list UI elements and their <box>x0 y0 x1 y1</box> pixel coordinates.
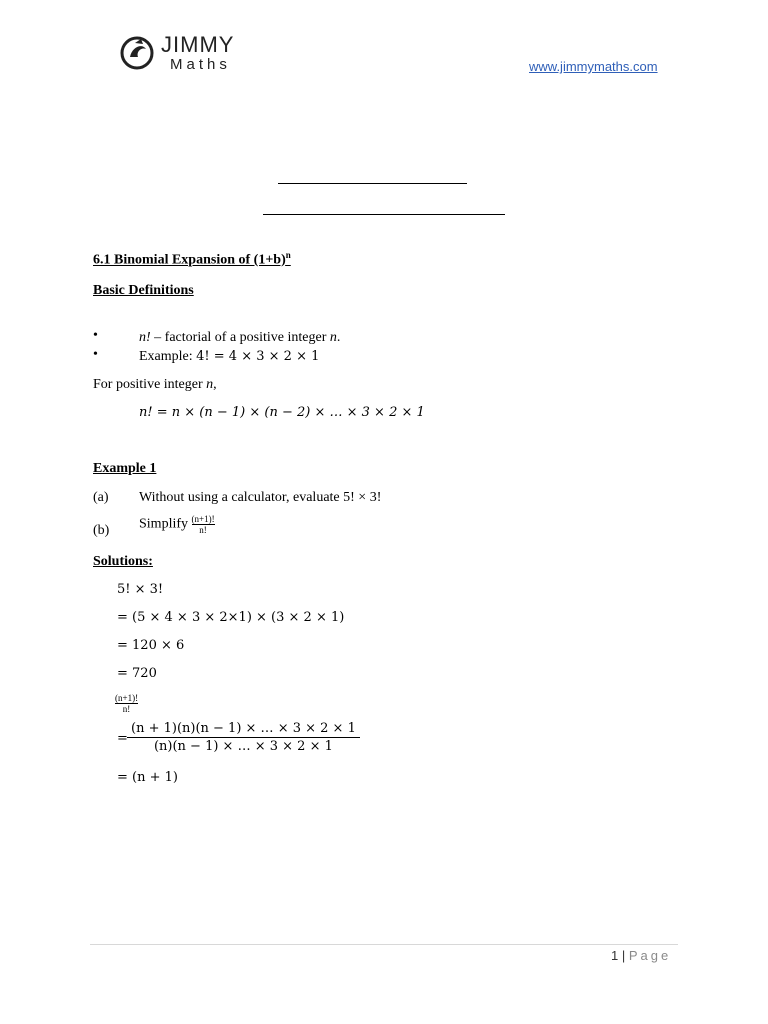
solution-a-line-2: = (5 × 4 × 3 × 2×1) × (3 × 2 × 1) <box>117 610 345 625</box>
logo-swirl-icon <box>118 33 156 73</box>
bullet-item-factorial: n! – factorial of a positive integer n. <box>139 330 341 345</box>
title-blank-line-2 <box>263 214 505 215</box>
page-footer <box>611 948 671 963</box>
part-a-text: Without using a calculator, evaluate 5! × 3! <box>139 490 382 505</box>
solution-b-result: = (n + 1) <box>117 770 178 785</box>
solution-a-line-1: 5! × 3! <box>117 582 164 597</box>
part-b-text: Simplify $\frac{(n+1)!}{n!}$ <box>139 514 215 535</box>
bullet-dot-2: • <box>93 347 98 362</box>
section-title: 6.1 Binomial Expansion of $(1+b)^n$ <box>93 250 291 268</box>
solution-a-line-3: = 120 × 6 <box>117 638 185 653</box>
page-word: Page <box>628 948 672 963</box>
bullet-item-example: Example: 4! = 4 × 3 × 2 × 1 <box>139 349 320 364</box>
solution-a-line-4: = 720 <box>117 666 157 681</box>
footer-separator: | <box>618 948 629 963</box>
definition-intro: For positive integer n, <box>93 377 217 392</box>
example-heading: Example 1 <box>93 461 157 476</box>
bullet-dot-1: • <box>93 328 98 343</box>
part-a-label: (a) <box>93 490 109 505</box>
solution-b-fraction: $\frac{(n + 1)(n)(n - 1) \times \dots \times 3 \times 2 \times 1}{(n)(n - 1) \times \dots \times 3 \times 2 \times 1}$ <box>127 720 360 755</box>
logo-title: JIMMY <box>161 32 235 57</box>
section-subtitle: Basic Definitions <box>93 283 194 298</box>
logo <box>118 33 253 75</box>
title-blank-line-1 <box>278 183 467 184</box>
page-number: 1 <box>611 948 619 963</box>
part-b-fraction: $\frac{(n+1)!}{n!}$ <box>191 514 215 535</box>
footer-divider <box>90 944 678 945</box>
solution-b-small-fraction: $\frac{(n+1)!}{n!}$ <box>115 693 139 714</box>
part-b-label: (b) <box>93 523 110 538</box>
website-link[interactable]: www.jimmymaths.com <box>529 59 658 74</box>
solutions-heading: Solutions: <box>93 554 153 569</box>
factorial-formula: n! = n × (n − 1) × (n − 2) × … × 3 × 2 × 1 <box>139 405 425 420</box>
solution-b-equals: = <box>117 731 128 746</box>
logo-subtitle: Maths <box>170 56 231 73</box>
